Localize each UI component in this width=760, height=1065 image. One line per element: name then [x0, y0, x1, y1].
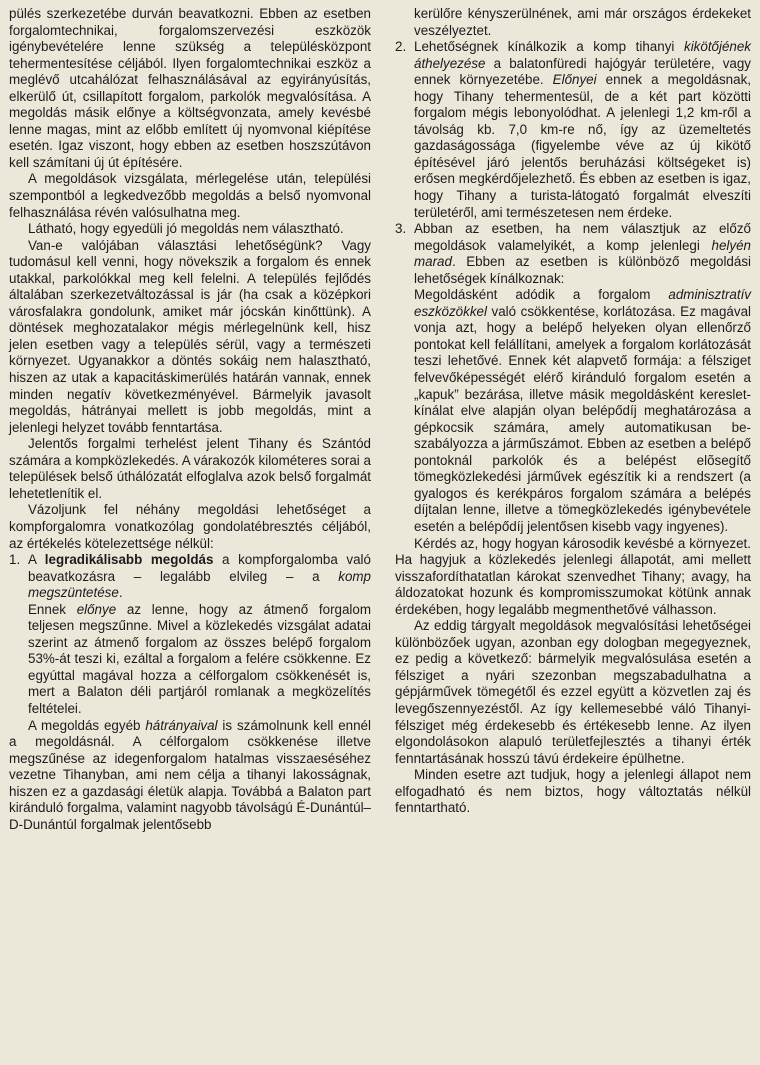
- text-run: is számolnunk kell ennél a megoldásnál. A célforgalom csökkenése illetve megszűnése az idegenforgalom hatalmas visszaeséséhez vezetne Tihanyban, ami nem célja a tihanyi lakosságnak, hiszen ez a gazdasági életük alapja. Továbbá a Balaton part kiránduló forgalma, valamint nagyobb távolságú É-Dunántúl–D-Dunántúl forgalmak jelentősebb: [9, 717, 371, 832]
- text-run: .: [118, 585, 123, 601]
- text-run: ennek a megoldásnak, hogy Tihany tehermentesül, de a két part közötti forgalom mégis lebonyolódhat. A jelenlegi 1,2 km-ről a távolság kb. 7,0 km-re nő, így az üzemeltetés gazdaságossága (figyelembe véve az új kikötő építésével járó jelentős beruházási költségeket is) erősen megkérdőjelezhető. És ebben az esetben is igaz, hogy Tihany a turista-látogató forgalmát elveszíti területéről, ami természetesen nem érdeke.: [414, 72, 751, 220]
- text-run: Lehetőségnek kínálkozik a komp tihanyi: [414, 39, 684, 55]
- text-run: a balatonfüredi hajógyár területére, vagy ennek környezetébe.: [414, 55, 751, 88]
- paragraph: Minden esetre azt tudjuk, hogy a jelenlegi állapot nem elfogadható és nem biztos, hogy változtatás nélkül fenntartható.: [395, 767, 751, 816]
- paragraph: Jelentős forgalmi terhelést jelent Tihany és Szántód számára a kompközlekedés. A várakozók kilométeres sorai a települések belső úthálózatát elfoglalva azok belső forgalmát lehetetlenítik el.: [9, 436, 371, 501]
- paragraph: Kérdés az, hogy hogyan károsodik kevésbé a környezet. Ha hagyjuk a közlekedés jelenlegi állapotát, ami mellett visszafordíthatatlan károkat szenvedhet Tihany; avagy, ha áldozatokat hozunk és kompromisszumokat kötünk annak érdekében, hogy legalább megmenthetővé válhasson.: [395, 535, 751, 617]
- italic-text: Előnyei: [552, 72, 597, 88]
- text-run: Megoldásként adódik a forgalom: [414, 287, 669, 303]
- list-item-2: [395, 39, 751, 221]
- list-item-text: [414, 39, 751, 221]
- paragraph: Az eddig tárgyalt megoldások megvalósítási lehetőségei különbözőek ugyan, azonban egy dologban megegyeznek, ez pedig a következő: bármelyik megvalósulása esetén a félsziget a nyári szezonban megszabadulhatna a gépjárművek tömegétől és ezzel együtt a közvetlen zaj és levegőszennyezéstől. Az így kellemesebbé váló Tihanyi-félsziget még érdekesebb és értékesebb lenne. Az ilyen elgondolásokon alapuló területfejlesztés a tihanyi érték fenntartásának hosszú távú érdekeire épülhetne.: [395, 618, 751, 766]
- list-number: 1.: [9, 552, 21, 568]
- bold-text: legradikálisabb megoldás: [44, 552, 214, 568]
- italic-text: előnye: [76, 601, 117, 617]
- list-item-3: [395, 221, 751, 535]
- list-number: 2.: [395, 39, 407, 55]
- text-run: Abban az esetben, ha nem választjuk az előző megoldások valamelyikét, a komp jelenlegi: [414, 221, 751, 253]
- list-item-paragraph: [414, 287, 751, 535]
- italic-text: kikötőjének áthelyezése: [414, 39, 751, 71]
- text-run: a kompforgalomba való beavatkozásra – legalább elvileg – a: [28, 552, 371, 584]
- paragraph: pülés szerkezetébe durván beavatkozni. Ebben az esetben forgalomtechnikai, forgalomszervezési eszközök igénybevételére lenne szükség a településközpont tehermentesítése céljából. Ilyen forgalomtechnikai eszköz a meglévő utcahálózat felhasználásával az egyirányúsítás, elkerülő út, csillapított forgalom, parkolók megvalósítása. A megoldás másik előnye a költségvonzata, amely kevésbé lenne magas, mint az előbb említett új nyomvonal kiépítése esetén. Igaz viszont, hogy ebben az esetben hoszszútávon kell számítani új út építésére.: [9, 6, 371, 170]
- text-run: A: [28, 552, 45, 568]
- paragraph-continuation: kerülőre kényszerülnének, ami már országos érdekeket veszélyeztet.: [414, 6, 751, 38]
- text-run: A megoldás egyéb: [28, 717, 146, 733]
- paragraph: Látható, hogy egyedüli jó megoldás nem választható.: [28, 221, 344, 237]
- list-item-paragraph: [28, 602, 371, 718]
- text-run: . Ebben az esetben is különböző megoldási lehetőségek kínálkoznak:: [414, 254, 751, 286]
- italic-text: adminisztratív eszközökkel: [414, 287, 751, 319]
- text-run: Ennek: [28, 601, 77, 617]
- list-item-text: [414, 221, 751, 287]
- text-run: való csökkentése, korlátozása. Ez magával vonja azt, hogy a belépő helyeken olyan ellenőrző pontokat kell felállítani, amelyek a forgalom korlátozását teszi lehetővé. Ennek két alapvető formája: a félsziget felvevőképességét elérő kiránduló forgalom esetén a „kapuk” bezárása, illetve másik megoldásként kereslet-kínálat elve alapján olyan belépődíj meghatározása a gépkocsik számára, amely automatikusan beszabályozza a járműszámot. Ebben az esetben a belépő pontoknál parkolók és a belépést elõsegítő tömegközlekedési járművek egészítik ki a rendszert (a gyalogos és kerékpáros forgalom számára a belépés díjtalan lenne, illetve a tömegközlekedés igénybevétele esetén a belépődíj jelentősen kisebb vagy ingyenes).: [414, 303, 751, 534]
- paragraph: Van-e valójában választási lehetőségünk? Vagy tudomásul kell venni, hogy növekszik a forgalom és ennek utakkal, parkolókkal meg kell felelni. A település fejlődés általában szerkezetváltozással is jár (ha csak a középkori városfalakra gondolunk, amiket már jócskán kinőttünk). A döntések meghozatalakor mégis mérlegelnünk kell, hisz jelen esetben vagy a település sérül, vagy a természeti környezet. Ugyanakkor a döntés sokáig nem halasztható, hiszen az utak a kapacitáskimerülés határán vannak, ennek minden negatív következményével. Bármelyik javasolt megoldás, hátrányai mellett is jobb megoldás, mint a jelenlegi helyzet tovább fenntartása.: [9, 237, 371, 435]
- text-run: az lenne, hogy az átmenő forgalom teljesen megszűnne. Mivel a közlekedés vizsgálat adatai szerint az átmenő forgalom az összes belépő forgalom 53%-át teszi ki, ezáltal a forgalom a felére csökkenne. Ez egyúttal magával hozza a célforgalom csökkenését is, mert a Balaton déli partjáról romlanak a megközelítés feltételei.: [28, 601, 371, 716]
- paragraph: [9, 718, 371, 834]
- list-number: 3.: [395, 221, 407, 237]
- right-column: [395, 6, 751, 817]
- list-item-1: [9, 552, 371, 717]
- paragraph: Vázoljunk fel néhány megoldási lehetőséget a kompforgalomra vonatkozólag gondolatébresztés céljából, az értékelés kötelezettsége nélkül:: [9, 502, 371, 551]
- italic-text: hátrányaival: [145, 717, 218, 733]
- paragraph: A megoldások vizsgálata, mérlegelése után, települési szempontból a legkedvezőbb megoldás a belső nyomvonal felhasználása révén valósulhatna meg.: [9, 171, 371, 220]
- italic-text: komp megszüntetése: [28, 568, 371, 601]
- left-column: [9, 6, 371, 833]
- italic-text: helyén marad: [414, 237, 751, 270]
- list-item-text: [28, 552, 371, 602]
